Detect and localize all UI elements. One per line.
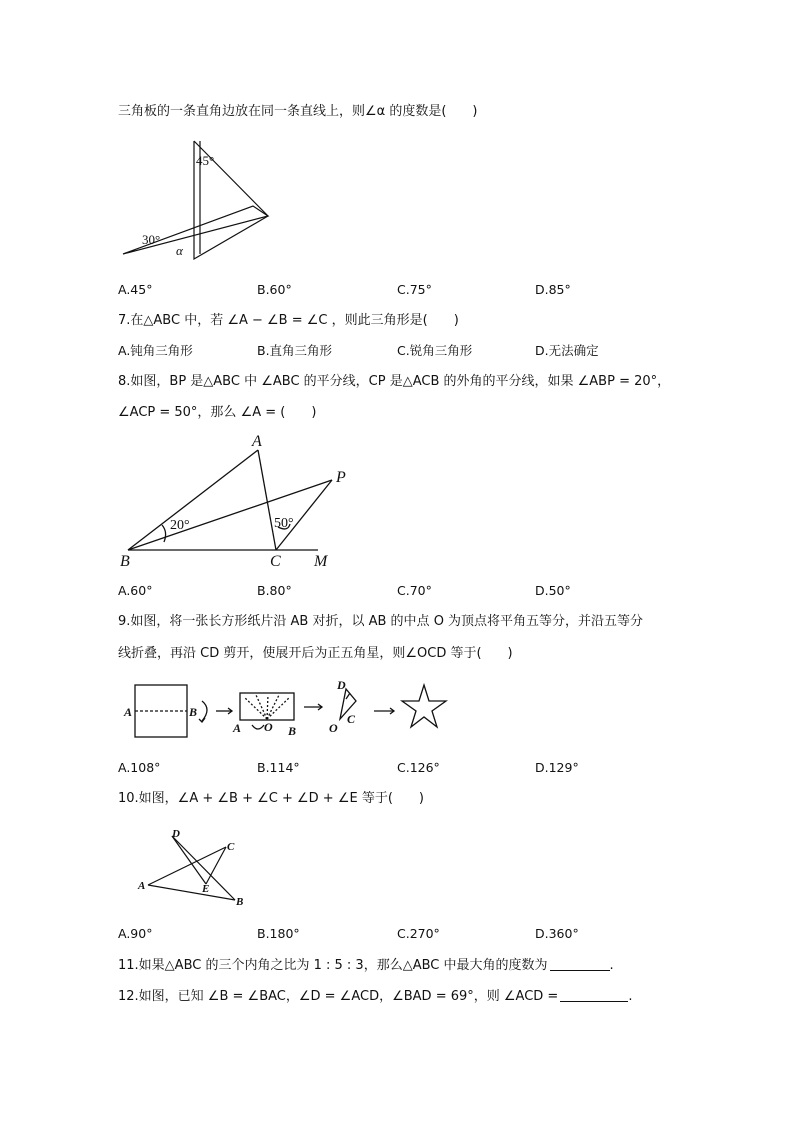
q10-option-b: B.180° [257, 926, 300, 941]
q6-label-alpha: α [176, 243, 183, 258]
question-8-line1: 8.如图，BP 是△ABC 中 ∠ABC 的平分线，CP 是△ACB 的外角的平分线，如果 ∠ABP = 20°， [118, 374, 671, 389]
question-8-line2: ∠ACP = 50°，那么 ∠A = ( ) [118, 405, 317, 420]
q8-label-B: B [120, 553, 130, 570]
q7-option-d: D.无法确定 [535, 343, 599, 358]
q11-text: 11.如果△ABC 的三个内角之比为 1 : 5 : 3，那么△ABC 中最大角的度数为 [118, 958, 548, 973]
q6-figure [118, 136, 278, 266]
q8-option-a: A.60° [118, 583, 153, 598]
question-10: 10.如图，∠A + ∠B + ∠C + ∠D + ∠E 等于( ) [118, 791, 424, 806]
q10-label-A: A [138, 880, 146, 892]
q10-figure [130, 825, 255, 910]
q9-label-B2: B [288, 724, 297, 738]
q9-label-A2: A [233, 721, 242, 735]
q12-period: . [628, 989, 633, 1004]
q7-option-c: C.锐角三角形 [397, 343, 473, 358]
q9-label-O2: O [329, 721, 338, 735]
q10-option-c: C.270° [397, 926, 440, 941]
q8-label-20: 20° [170, 518, 190, 533]
q9-figure [118, 675, 458, 745]
question-11 [118, 956, 614, 975]
q8-label-M: M [314, 553, 328, 570]
q6-option-c: C.75° [397, 282, 432, 297]
q10-label-B: B [236, 896, 244, 908]
q9-option-b: B.114° [257, 760, 300, 775]
q9-option-d: D.129° [535, 760, 579, 775]
q12-text: 12.如图，已知 ∠B = ∠BAC，∠D = ∠ACD，∠BAD = 69°，则 ∠ACD = [118, 989, 559, 1004]
q6-option-b: B.60° [257, 282, 292, 297]
q9-label-A: A [124, 705, 133, 719]
q9-label-B: B [189, 705, 198, 719]
q9-option-a: A.108° [118, 760, 161, 775]
q6-option-a: A.45° [118, 282, 153, 297]
q8-option-d: D.50° [535, 583, 571, 598]
question-7: 7.在△ABC 中，若 ∠A − ∠B = ∠C ，则此三角形是( ) [118, 313, 459, 328]
q8-label-50: 50° [274, 516, 294, 531]
q6-label-30: 30° [142, 232, 161, 247]
q6-option-d: D.85° [535, 282, 571, 297]
q10-option-a: A.90° [118, 926, 153, 941]
q9-label-O: O [264, 720, 273, 734]
q10-label-C: C [227, 841, 235, 853]
q9-label-C: C [347, 712, 356, 726]
q8-label-A: A [252, 433, 262, 450]
q8-label-C: C [270, 553, 281, 570]
question-6-stem: 三角板的一条直角边放在同一条直线上，则∠α 的度数是( ) [118, 104, 478, 119]
q11-answer-blank[interactable] [550, 956, 610, 971]
q7-option-a: A.钝角三角形 [118, 343, 193, 358]
q9-label-D: D [337, 678, 346, 692]
question-9-line1: 9.如图，将一张长方形纸片沿 AB 对折，以 AB 的中点 O 为顶点将平角五等分，并沿五等分 [118, 614, 644, 629]
q8-option-b: B.80° [257, 583, 292, 598]
q10-label-E: E [202, 883, 210, 895]
question-12 [118, 987, 632, 1006]
q9-option-c: C.126° [397, 760, 440, 775]
q7-option-b: B.直角三角形 [257, 343, 333, 358]
q8-figure [118, 432, 348, 572]
q10-option-d: D.360° [535, 926, 579, 941]
q12-answer-blank[interactable] [560, 987, 628, 1002]
question-9-line2: 线折叠，再沿 CD 剪开，使展开后为正五角星，则∠OCD 等于( ) [118, 646, 513, 661]
q11-period: . [609, 958, 614, 973]
q8-label-P: P [336, 469, 346, 486]
q8-option-c: C.70° [397, 583, 432, 598]
q6-label-45: 45° [196, 153, 215, 168]
q10-label-D: D [172, 828, 180, 840]
